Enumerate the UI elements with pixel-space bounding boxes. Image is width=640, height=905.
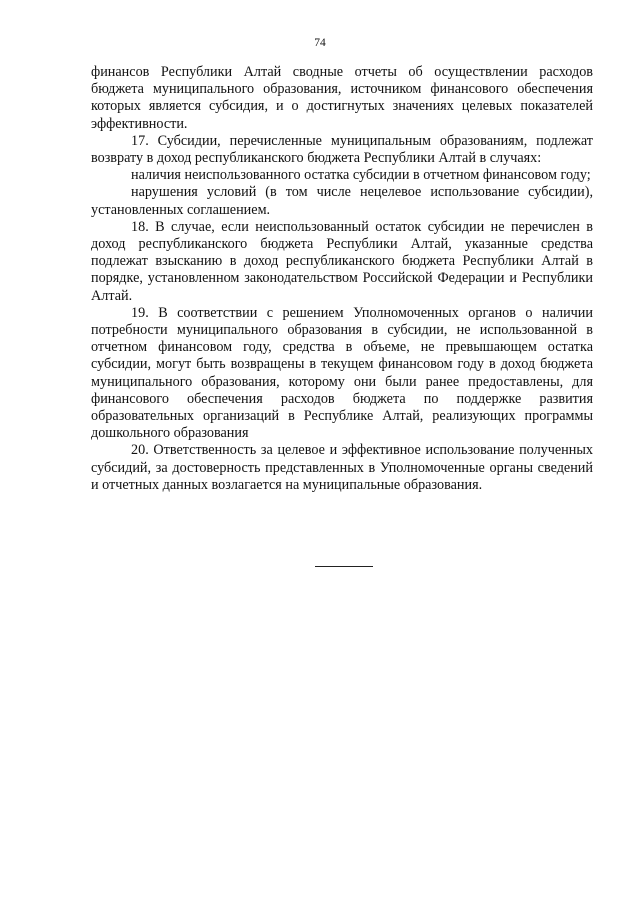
paragraph-19: 19. В соответствии с решением Уполномоченных органов о наличии потребности муниципального образования в субсидии, не использованной в отчетном финансовом году, средства в объеме, не превышающем остатка субсидии, могут быть возвращены в текущем финансовом году в доход бюджета муниципального образования, которому они были ранее предоставлены, для финансового обеспечения расходов бюджета по поддержке развития образовательных организаций в Республике Алтай, реализующих программы дошкольного образования bbox=[91, 304, 593, 442]
document-body bbox=[91, 64, 593, 494]
paragraph-continuation: финансов Республики Алтай сводные отчеты об осуществлении расходов бюджета муниципального образования, источником финансового обеспечения которых является субсидия, и о достигнутых значениях целевых показателей эффективности. bbox=[91, 64, 593, 132]
paragraph-17-case-unused-balance: наличия неиспользованного остатка субсидии в отчетном финансовом году; bbox=[131, 167, 591, 184]
paragraph-18: 18. В случае, если неиспользованный остаток субсидии не перечислен в доход республиканского бюджета Республики Алтай, указанные средства подлежат взысканию в доход республиканского бюджета Республики Алтай в порядке, установленном законодательством Российской Федерации и Республики Алтай. bbox=[91, 218, 593, 304]
end-separator-line bbox=[315, 566, 373, 567]
paragraph-17: 17. Субсидии, перечисленные муниципальным образованиям, подлежат возврату в доход республиканского бюджета Республики Алтай в случаях: bbox=[91, 132, 593, 167]
paragraph-20: 20. Ответственность за целевое и эффективное использование полученных субсидий, за достоверность представленных в Уполномоченные органы сведений и отчетных данных возлагается на муниципальные образования. bbox=[91, 442, 593, 493]
page-number: 74 bbox=[314, 37, 326, 49]
paragraph-17-case-violation: нарушения условий (в том числе нецелевое использование субсидии), установленных соглашением. bbox=[91, 184, 593, 218]
